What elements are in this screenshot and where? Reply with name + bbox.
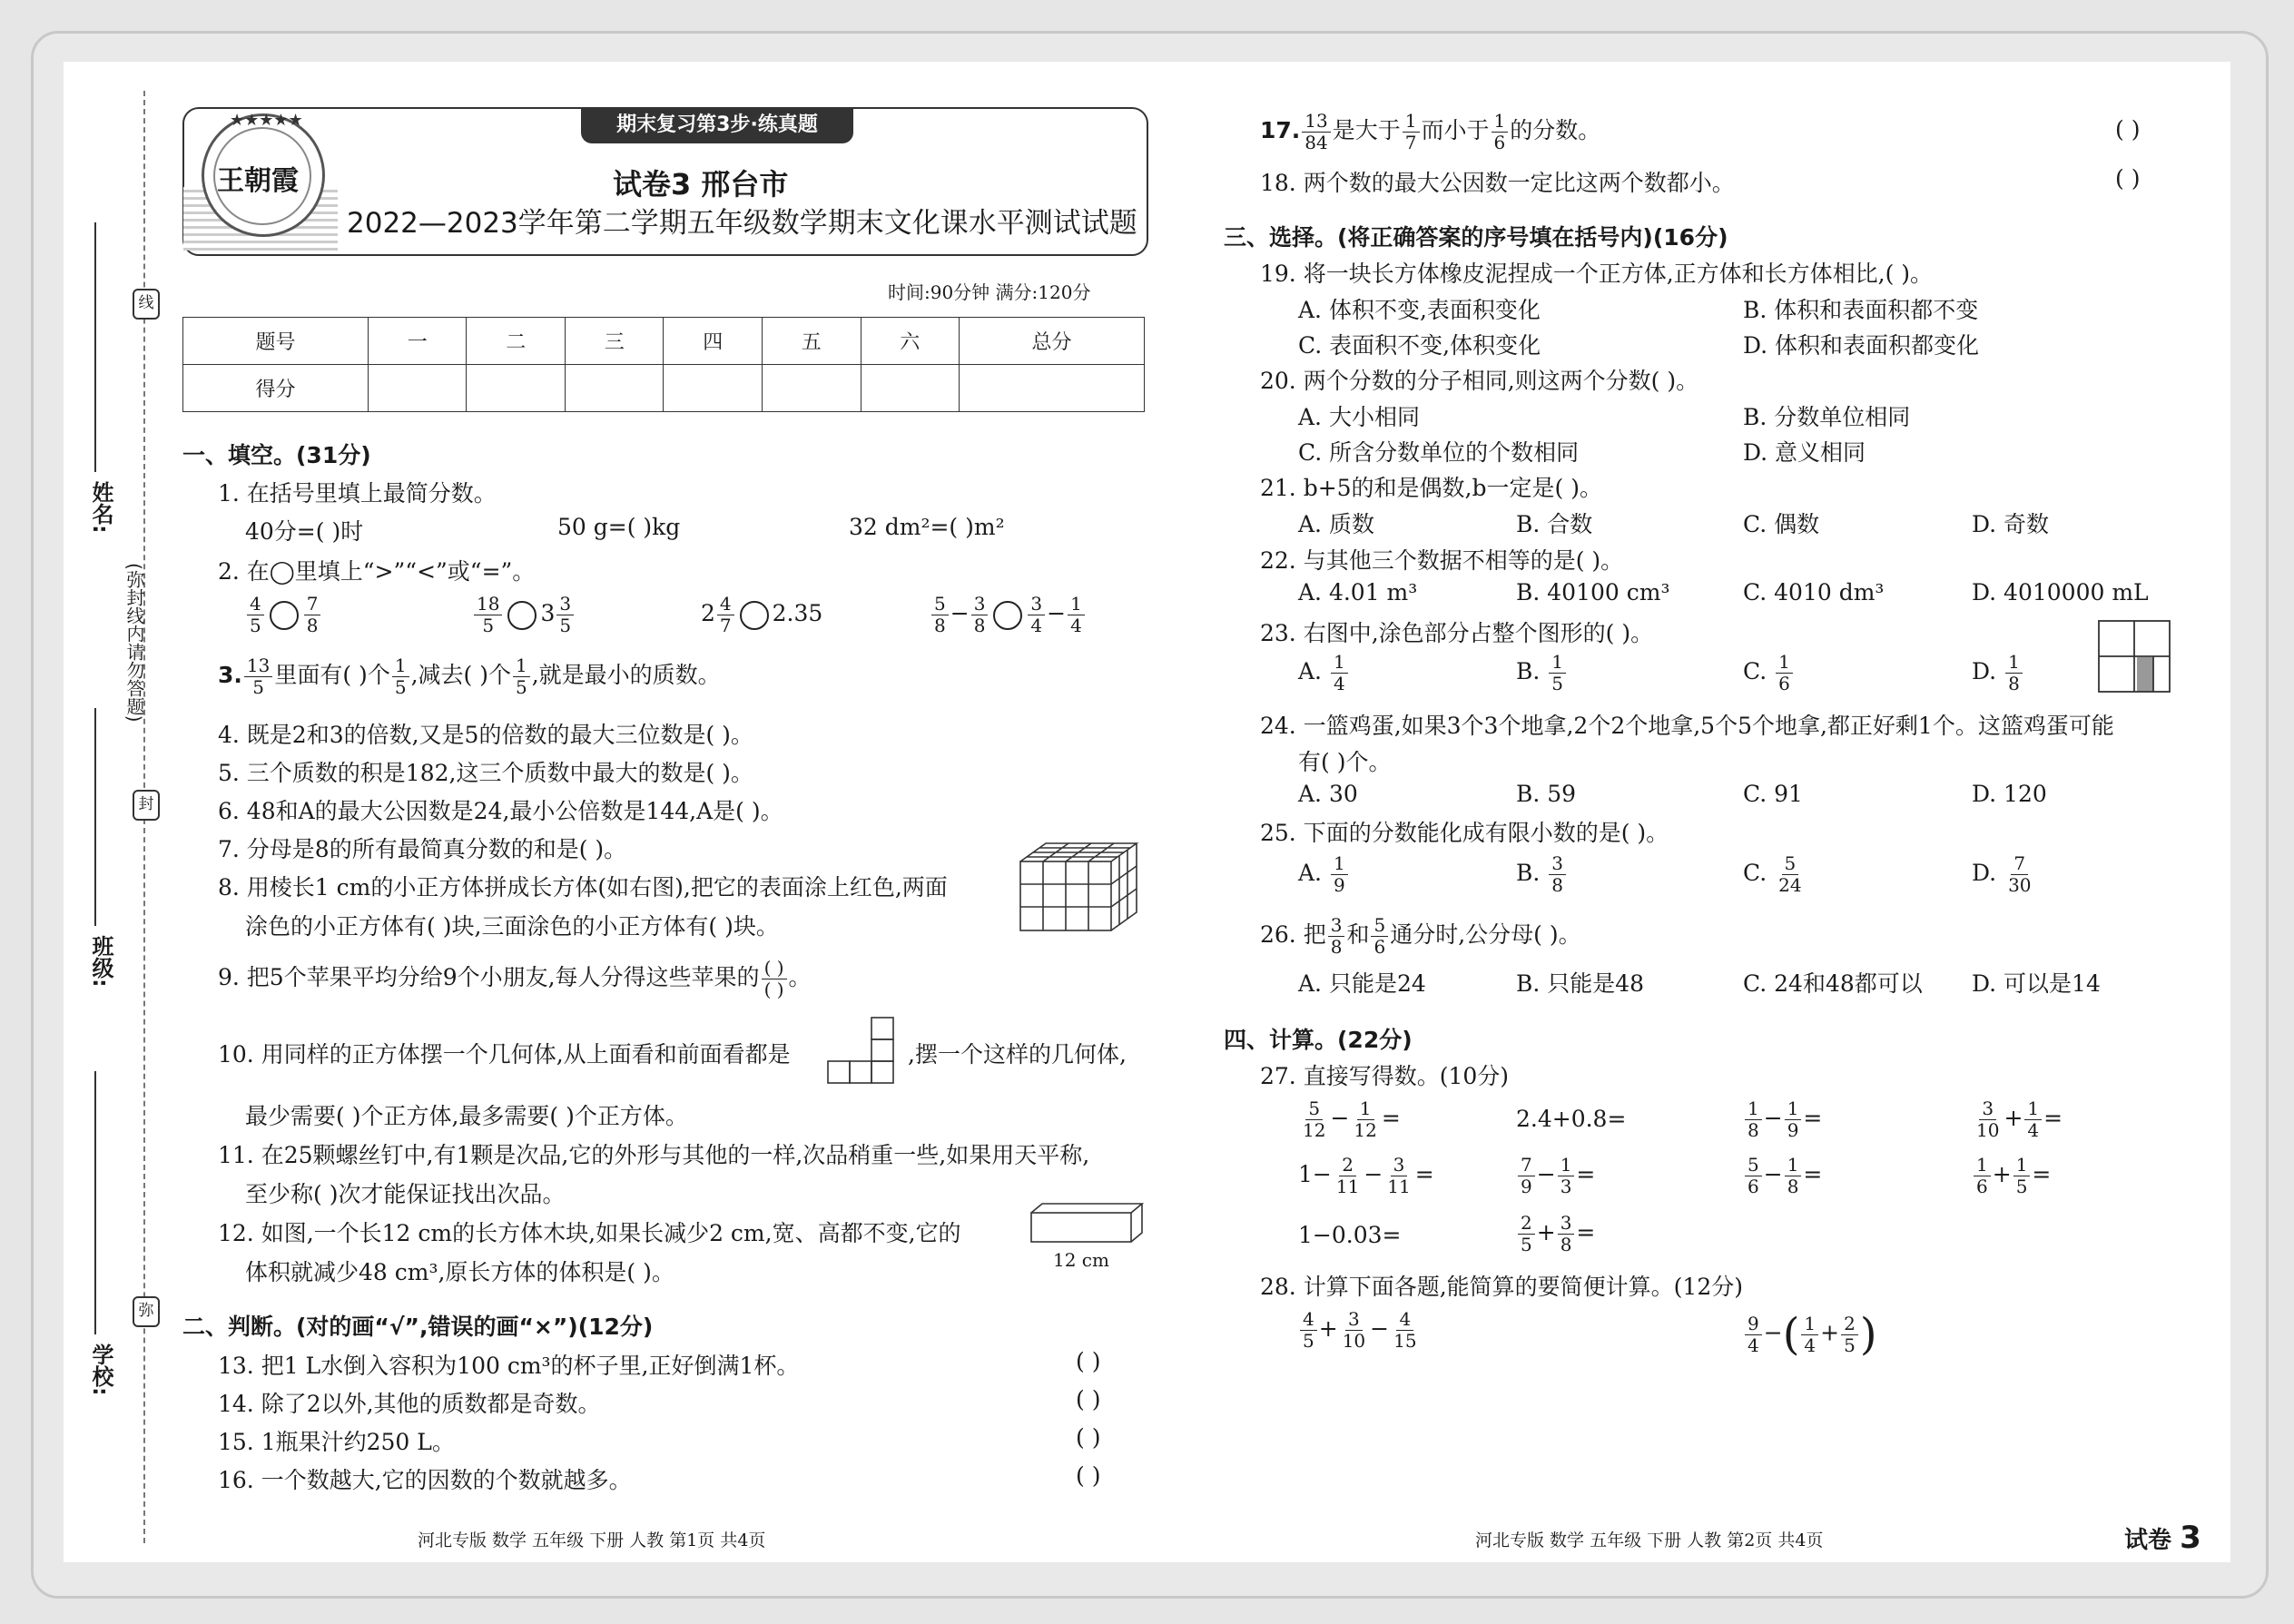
q5: 5. 三个质数的积是182,这三个质数中最大的数是( )。 [218,760,753,786]
footer-left: 河北专版 数学 五年级 下册 人教 第1页 共4页 [418,1530,766,1550]
q26: 26. 把 $\frac{3}{8}$ 和 $\frac{5}{6}$ 通分时,公分母( )。 [1260,914,1581,958]
q18-answer[interactable]: ( ) [2115,165,2141,192]
score-cell[interactable] [565,365,664,412]
q15: 15. 1瓶果汁约250 L。 [218,1429,455,1455]
q22-option-d[interactable]: D. 4010000 mL [1972,579,2149,605]
q23-option-c[interactable]: C. $\frac{1}{6}$ [1743,652,1795,694]
q25-option-a[interactable]: A. $\frac{1}{9}$ [1298,853,1350,896]
q8b: 涂色的小正方体有( )块,三面涂色的小正方体有( )块。 [245,913,779,940]
q1: 1. 在括号里填上最简分数。 [218,480,497,507]
q25: 25. 下面的分数能化成有限小数的是( )。 [1260,820,1669,846]
cuboid-figure [1028,1200,1146,1245]
q13-answer[interactable]: ( ) [1076,1348,1101,1374]
q1a: 40分=( )时 [245,518,364,545]
q10a: 10. 用同样的正方体摆一个几何体,从上面看和前面看都是 [218,1041,791,1068]
footer-right: 河北专版 数学 五年级 下册 人教 第2页 共4页 [1475,1530,1824,1550]
q21: 21. b+5的和是偶数,b一定是( )。 [1260,475,1602,501]
compare-circle[interactable] [270,601,299,630]
calc-item: $\frac{2}{5}$ + $\frac{3}{8}$ = [1516,1213,1595,1255]
compare-circle[interactable] [740,601,769,630]
school-label: 学校: [88,1343,113,1396]
score-cell[interactable] [861,365,960,412]
q25-option-d[interactable]: D. $\frac{7}{30}$ [1972,852,2032,896]
q21-option-b[interactable]: B. 合数 [1516,511,1593,537]
q12b: 体积就减少48 cm³,原长方体的体积是( )。 [245,1259,674,1285]
class-label: 班级: [88,935,113,988]
score-header-cell: 四 [664,318,763,365]
q24-option-c[interactable]: C. 91 [1743,781,1803,807]
q10b: ,摆一个这样的几何体, [908,1041,1127,1068]
q20-option-d[interactable]: D. 意义相同 [1743,439,1866,466]
q2: 2. 在◯里填上“>”“<”或“=”。 [218,558,536,585]
cuboid-label: 12 cm [1053,1249,1109,1271]
compare-circle[interactable] [507,601,537,630]
seal-xian: 线 [133,289,160,320]
logo: 王朝霞 ★★★★★ [202,113,325,237]
q19-option-d[interactable]: D. 体积和表面积都变化 [1743,332,1980,359]
q18: 18. 两个数的最大公因数一定比这两个数都小。 [1260,170,1735,196]
q1b: 50 g=( )kg [557,514,681,540]
q28: 28. 计算下面各题,能简算的要简便计算。(12分) [1260,1274,1743,1300]
q4: 4. 既是2和3的倍数,又是5的倍数的最大三位数是( )。 [218,722,753,748]
q20-option-c[interactable]: C. 所含分数单位的个数相同 [1298,439,1580,466]
q24-option-d[interactable]: D. 120 [1972,781,2047,807]
header-badge: 期末复习第3步·练真题 [581,107,853,143]
calc-item: $\frac{5}{12}$ − $\frac{1}{12}$ = [1303,1097,1401,1141]
score-header-cell: 五 [763,318,861,365]
q24b: 有( )个。 [1298,749,1392,775]
q26-option-c[interactable]: C. 24和48都可以 [1743,970,1923,997]
q24-option-b[interactable]: B. 59 [1516,781,1577,807]
score-cell[interactable] [763,365,861,412]
q21-option-d[interactable]: D. 奇数 [1972,511,2050,537]
q16-answer[interactable]: ( ) [1076,1462,1101,1489]
q1c: 32 dm²=( )m² [849,514,1005,540]
seal-mi: 弥 [133,1296,160,1327]
q14-answer[interactable]: ( ) [1076,1386,1101,1412]
q6: 6. 48和A的最大公因数是24,最小公倍数是144,A是( )。 [218,798,783,824]
q2-item-c: 2 $\frac{4}{7}$ 2.35 [701,593,823,636]
shaded-square-figure [2097,619,2171,695]
q20: 20. 两个分数的分子相同,则这两个分数( )。 [1260,368,1699,394]
score-header-cell: 六 [861,318,960,365]
calc28-item: $\frac{9}{4}$ −( $\frac{1}{4}$ + $\frac{2}{5}$ ) [1743,1309,1877,1360]
q8a: 8. 用棱长1 cm的小正方体拼成长方体(如右图),把它的表面涂上红色,两面 [218,874,948,901]
q7: 7. 分母是8的所有最简真分数的和是( )。 [218,836,627,862]
q22-option-b[interactable]: B. 40100 cm³ [1516,579,1670,605]
q2-item-b: $\frac{18}{5}$ 3 $\frac{3}{5}$ [472,594,576,636]
q23-option-d[interactable]: D. $\frac{1}{8}$ [1972,652,2024,694]
score-header-cell: 总分 [960,318,1145,365]
section-4-title: 四、计算。(22分) [1224,1027,1413,1053]
q26-option-d[interactable]: D. 可以是14 [1972,970,2101,997]
cuboid-grid-figure [1017,840,1144,935]
q2-item-d: $\frac{5}{8}$ − $\frac{3}{8}$ $\frac{3}{4}$ − $\frac{1}{4}$ [930,594,1087,636]
q19-option-c[interactable]: C. 表面积不变,体积变化 [1298,332,1541,359]
paper-subtitle: 2022—2023学年第二学期五年级数学期末文化课水平测试试题 [347,207,1137,240]
calc-item: $\frac{5}{6}$ − $\frac{1}{8}$ = [1743,1155,1822,1197]
seal-note: (弥封线内请勿答题) [123,563,145,723]
q22-option-c[interactable]: C. 4010 dm³ [1743,579,1885,605]
q17-answer[interactable]: ( ) [2115,116,2141,143]
score-header-cell: 题号 [183,318,369,365]
q16: 16. 一个数越大,它的因数的个数就越多。 [218,1467,632,1493]
q26-option-a[interactable]: A. 只能是24 [1298,970,1426,997]
view-figure [826,1012,899,1085]
score-cell[interactable] [467,365,566,412]
q10c: 最少需要( )个正方体,最多需要( )个正方体。 [245,1103,688,1129]
q17: 17. $\frac{13}{84}$ 是大于 $\frac{1}{7}$ 而小于 $\frac{1}{6}$ 的分数。 [1260,110,1601,153]
section-2-title: 二、判断。(对的画“√”,错误的画“×”)(12分) [182,1314,654,1340]
q20-option-b[interactable]: B. 分数单位相同 [1743,404,1911,430]
q23-option-a[interactable]: A. $\frac{1}{4}$ [1298,652,1350,694]
time-info: 时间:90分钟 满分:120分 [888,281,1091,303]
calc-item: $\frac{1}{6}$ + $\frac{1}{5}$ = [1972,1155,2051,1197]
q19-option-a[interactable]: A. 体积不变,表面积变化 [1298,297,1541,323]
seal-feng: 封 [133,790,160,821]
calc-item: $\frac{7}{9}$ − $\frac{1}{3}$ = [1516,1155,1595,1197]
calc28-item: $\frac{4}{5}$ + $\frac{3}{10}$ − $\frac{4}{15}$ [1298,1309,1422,1352]
q23: 23. 右图中,涂色部分占整个图形的( )。 [1260,620,1654,646]
q25-option-b[interactable]: B. $\frac{3}{8}$ [1516,853,1568,896]
q22-option-a[interactable]: A. 4.01 m³ [1298,579,1418,605]
score-header-cell: 三 [565,318,664,365]
calc-item: $\frac{3}{10}$ + $\frac{1}{4}$ = [1976,1097,2063,1141]
score-header-cell: 二 [467,318,566,365]
score-header-cell: 一 [368,318,467,365]
q22: 22. 与其他三个数据不相等的是( )。 [1260,547,1624,574]
q21-option-c[interactable]: C. 偶数 [1743,511,1820,537]
q3: 3. $\frac{13}{5}$ 里面有( )个 $\frac{1}{5}$ ,减去( )个 $\frac{1}{5}$ ,就是最小的质数。 [218,655,721,698]
logo-text: 王朝霞 [217,165,299,197]
calc-item: $\frac{1}{8}$ − $\frac{1}{9}$ = [1743,1098,1822,1141]
section-3-title: 三、选择。(将正确答案的序号填在括号内)(16分) [1224,224,1728,251]
q14: 14. 除了2以外,其他的质数都是奇数。 [218,1391,601,1417]
q12a: 12. 如图,一个长12 cm的长方体木块,如果长减少2 cm,宽、高都不变,它的 [218,1220,961,1246]
q2-item-a: $\frac{4}{5}$ $\frac{7}{8}$ [245,594,322,636]
paper-tag: 试卷 3 [2124,1520,2201,1556]
name-line[interactable] [94,222,96,472]
class-line[interactable] [94,708,96,926]
score-row-label: 得分 [183,365,369,412]
q26-option-b[interactable]: B. 只能是48 [1516,970,1645,997]
q11a: 11. 在25颗螺丝钉中,有1颗是次品,它的外形与其他的一样,次品稍重一些,如果用天平称, [218,1142,1090,1168]
q19-option-b[interactable]: B. 体积和表面积都不变 [1743,297,1979,323]
name-label: 姓名: [88,481,113,534]
score-cell[interactable] [960,365,1145,412]
calc-item: 1− $\frac{2}{11}$ − $\frac{3}{11}$ = [1298,1154,1434,1197]
q11b: 至少称( )次才能保证找出次品。 [245,1181,566,1207]
school-line[interactable] [94,1071,96,1334]
calc-item: 2.4+0.8= [1516,1106,1627,1132]
q15-answer[interactable]: ( ) [1076,1424,1101,1451]
q19: 19. 将一块长方体橡皮泥捏成一个正方体,正方体和长方体相比,( )。 [1260,261,1934,287]
q23-option-b[interactable]: B. $\frac{1}{5}$ [1516,652,1568,694]
q24-option-a[interactable]: A. 30 [1298,781,1358,807]
calc-item: 1−0.03= [1298,1222,1402,1248]
q24a: 24. 一篮鸡蛋,如果3个3个地拿,2个2个地拿,5个5个地拿,都正好剩1个。这篮鸡蛋可能 [1260,713,2114,739]
score-table [182,317,1145,412]
compare-circle[interactable] [993,601,1022,630]
score-cell[interactable] [664,365,763,412]
paper-title: 试卷3 邢台市 [613,167,789,202]
q13: 13. 把1 L水倒入容积为100 cm³的杯子里,正好倒满1杯。 [218,1353,800,1379]
q25-option-c[interactable]: C. $\frac{5}{24}$ [1743,852,1802,896]
q27: 27. 直接写得数。(10分) [1260,1063,1510,1089]
q9: 9. 把5个苹果平均分给9个小朋友,每人分得这些苹果的 ( ) ( ) 。 [218,957,812,1000]
q21-option-a[interactable]: A. 质数 [1298,511,1374,537]
section-1-title: 一、填空。(31分) [182,442,371,468]
q20-option-a[interactable]: A. 大小相同 [1298,404,1420,430]
score-cell[interactable] [368,365,467,412]
